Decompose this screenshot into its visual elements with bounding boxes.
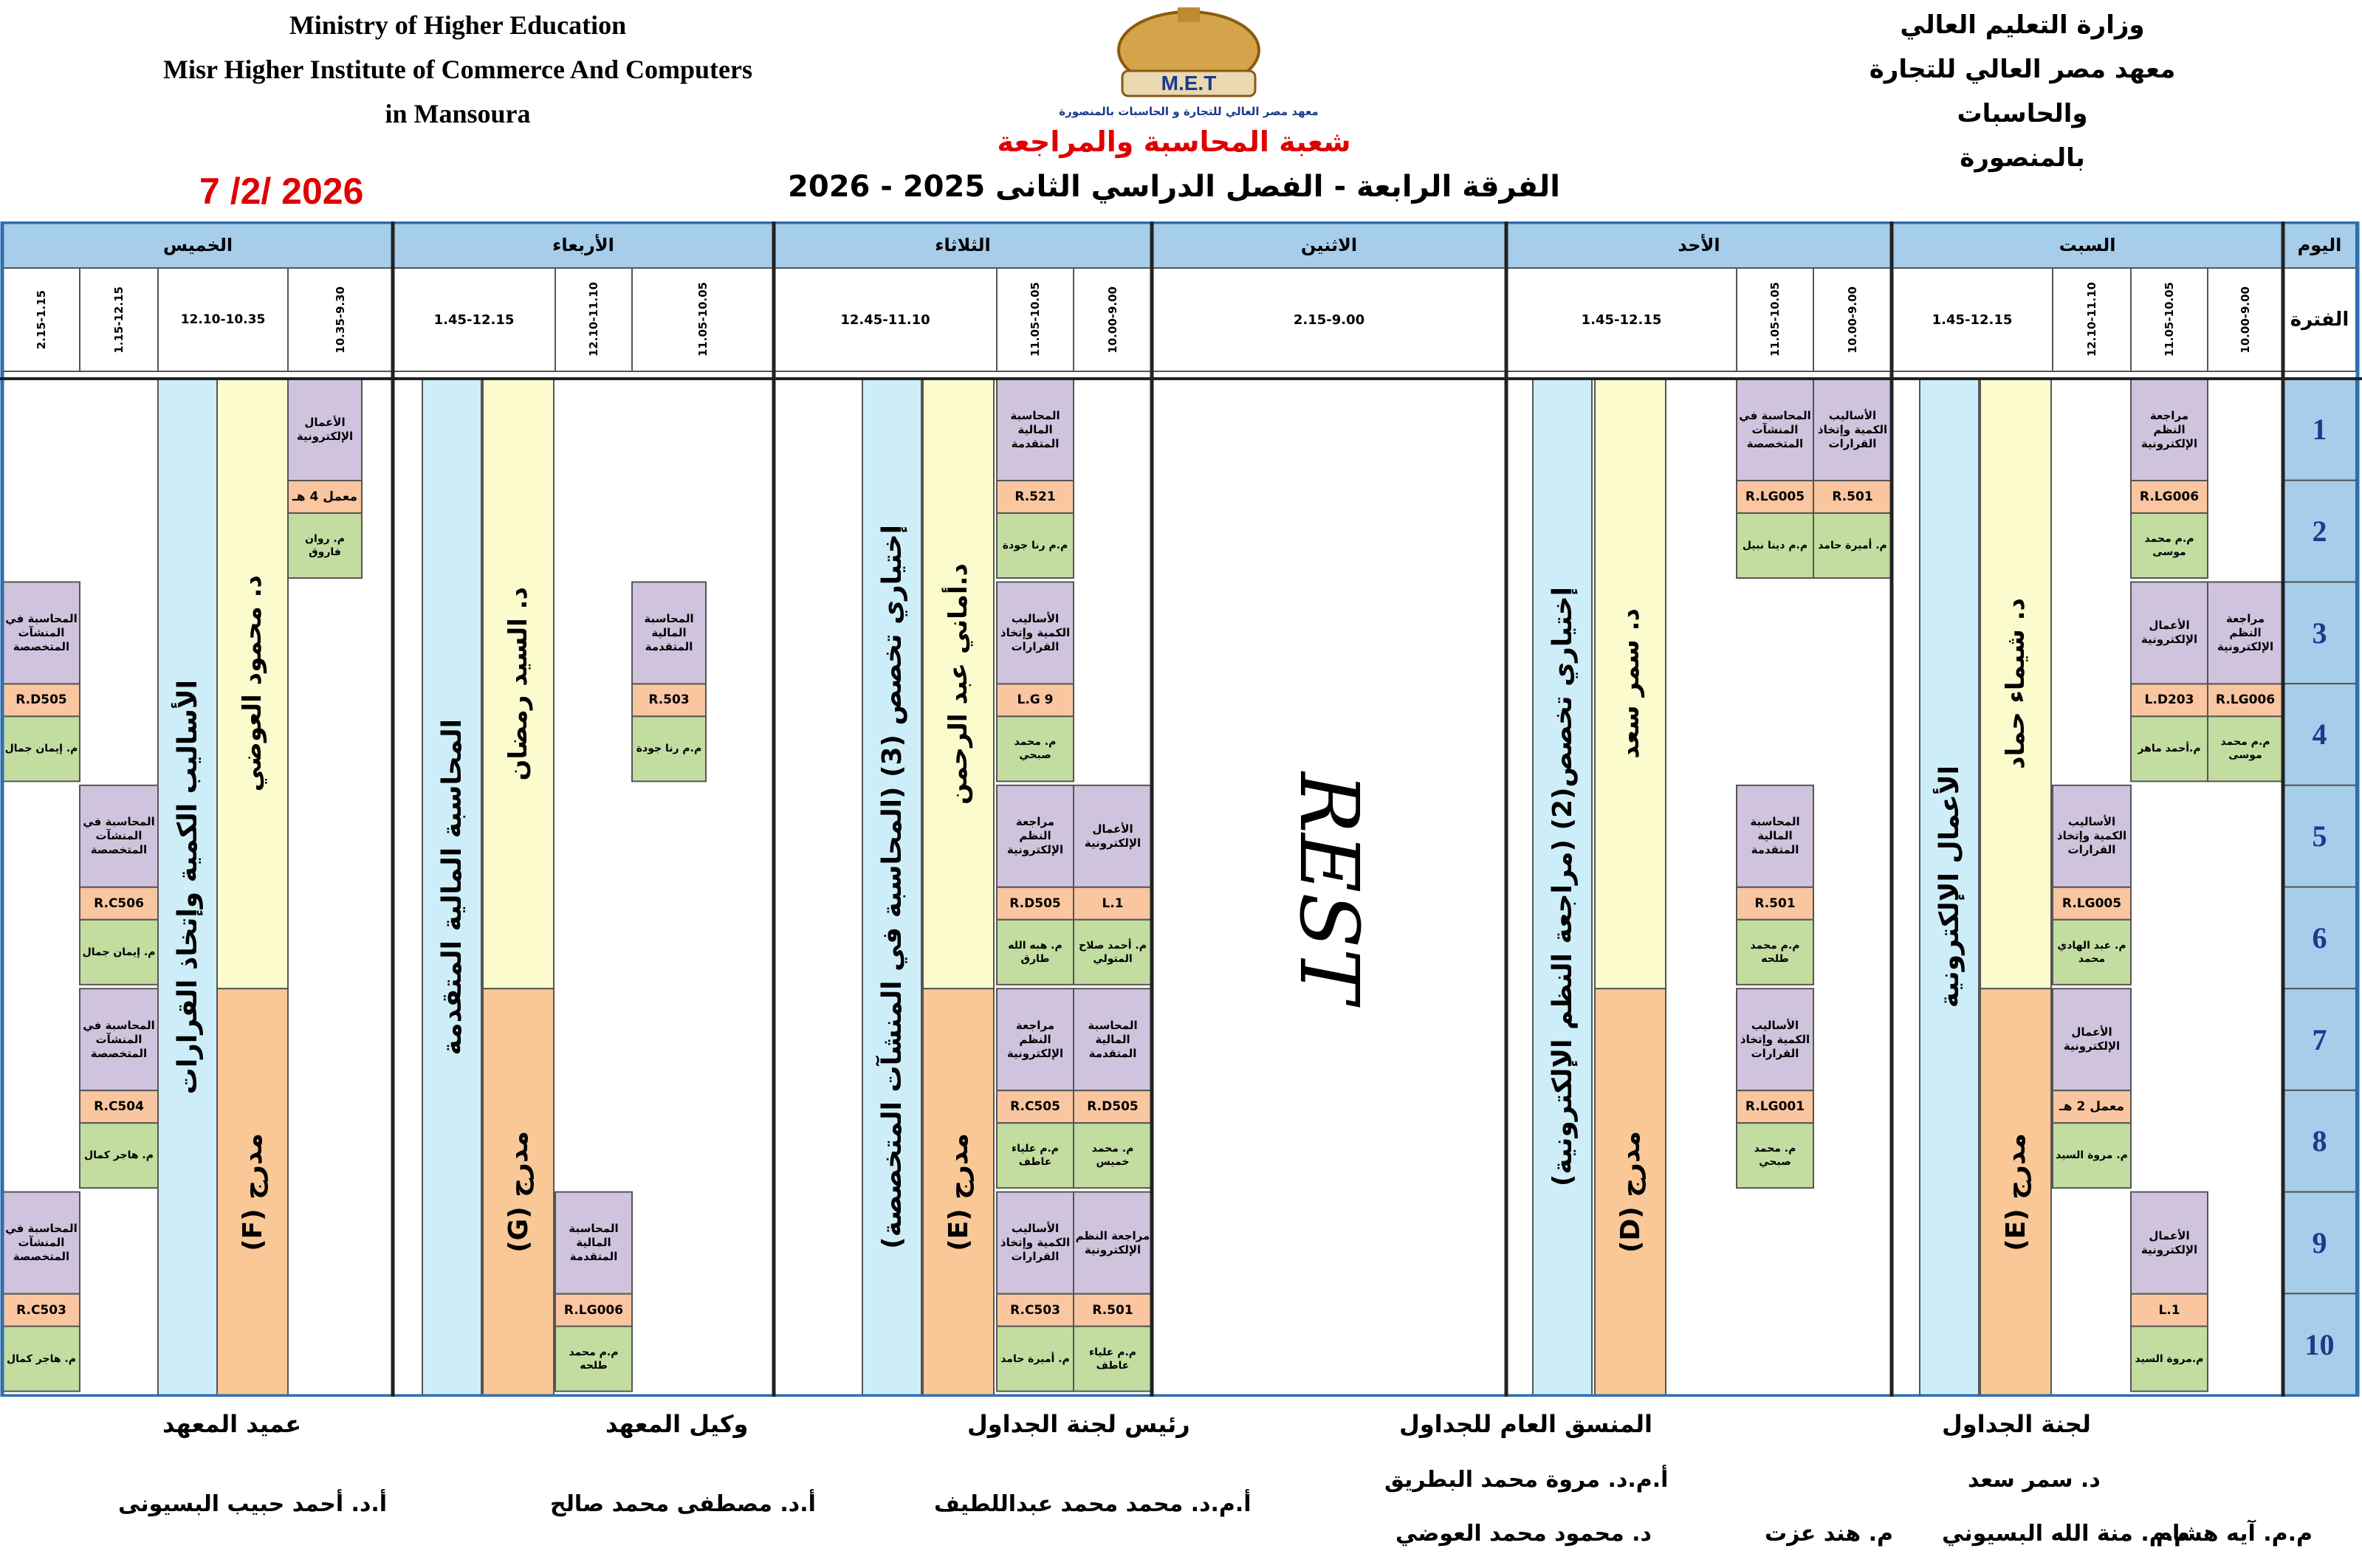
lecture-professor-box [483,379,554,988]
section-room: R.D505 [1009,895,1061,911]
section-instructor: م. روان فاروق [305,533,345,558]
section-room: R.C506 [94,895,144,911]
section-course: مراجعة النظم الإلكترونية [2217,611,2274,653]
period-number: 2 [2312,515,2327,549]
time-slot-box [2053,268,2131,371]
time-slot-box [1074,268,1152,371]
section-instructor: م. هاجر كمال [6,1352,77,1365]
ministry-ar: وزارة التعليم العالي [1900,10,2145,40]
lecture-hall-box [1980,988,2051,1395]
lecture-hall-box [217,988,288,1395]
committee-member: م.م. آيه هشام [2156,1521,2313,1547]
lecture-hall-box [923,988,994,1395]
timetable [0,221,2362,1397]
section-room: R.501 [1754,895,1796,911]
section-course: الأعمال الإلكترونية [1084,822,1141,850]
rest-label: REST [1282,771,1376,1003]
time-slot: 12.10-11.10 [587,282,600,357]
coordinator-title: المنسق العام للجداول [1399,1410,1652,1438]
day-label: اليوم [2297,234,2342,255]
ministry-en: Ministry of Higher Education [289,10,627,40]
section-instructor: م. إيمان جمال [82,946,156,958]
time-slot: 11.05-10.05 [696,282,710,357]
section-course: الأعمال الإلكترونية [2063,1025,2121,1053]
section-room: R.LG006 [563,1302,624,1318]
day-name-mon: الاثنين [1300,234,1358,255]
section-course: المحاسبة في المنشآت المتخصصة [5,1222,78,1264]
section-instructor: م. مروة السيد [2056,1149,2128,1162]
section-course: المحاسبة المالية المتقدمة [1088,1018,1138,1060]
time-slot-box [632,268,774,371]
institute-ar: معهد مصر العالي للتجارة والحاسبات [1869,55,2176,128]
lecture-professor-box [1595,379,1666,988]
section-room: R.LG001 [1745,1099,1805,1115]
period-number: 9 [2312,1225,2327,1259]
section-instructor: م. إيمان جمال [4,743,78,755]
section-instructor: م.م رنا جودة [1002,540,1068,551]
schedule-title: الفرقة الرابعة - الفصل الدراسي الثانى 2025 - 2026 [788,170,1560,204]
time-slot: 12.45-11.10 [840,312,930,328]
time-slot: 1.15-12.15 [112,286,126,354]
section-instructor: م.م محمد موسى [2144,533,2194,558]
day-name-wed: الأربعاء [552,234,614,255]
section-room: R.521 [1015,489,1056,504]
period-number: 4 [2312,718,2327,752]
section-instructor: م.مروة السيد [2135,1352,2204,1365]
day-name-tue: الثلاثاء [935,234,991,255]
time-slot: 10.35-9.30 [334,286,347,354]
time-slot-box [2208,268,2283,371]
time-slot: 12.10-11.10 [2085,282,2098,357]
logo-text: M.E.T [1161,72,1217,94]
deputy-title: وكيل المعهد [605,1410,749,1438]
section-room: R.501 [1832,489,1873,504]
lecture-course: إختياري تخصص(2) (مراجعة النظم الإلكترونية) [1547,587,1578,1187]
lecture-professor: د. محمود العوضي [238,575,267,792]
time-slot: 2.15-1.15 [35,289,48,350]
section-room: R.LG006 [2215,692,2276,708]
day-name-sun: الأحد [1678,234,1720,255]
section-course: الأعمال الإلكترونية [296,416,354,443]
time-slot: 11.05-10.05 [1029,282,1042,357]
time-slot: 12.10-10.35 [180,312,266,327]
period-label: الفترة [2290,309,2349,331]
dean-name: أ.د. أحمد حبيب البسيونى [118,1491,388,1517]
logo-caption: معهد مصر العالي للتجارة و الحاسبات بالمنصورة [1059,105,1319,118]
section-room: R.C505 [1010,1099,1060,1115]
period-number: 3 [2312,616,2327,650]
section-course: المحاسبة في المنشآت المتخصصة [1739,408,1811,450]
section-room: R.LG005 [1745,489,1805,504]
lecture-course-box [422,379,481,1395]
head-name: أ.م.د. محمد محمد عبداللطيف [934,1491,1252,1517]
section-room: معمل 2 هـ [2059,1099,2124,1115]
lecture-hall-box [1595,988,1666,1395]
lecture-hall: مدرج (F) [237,1132,268,1251]
section-instructor: م. محمد خميس [1091,1143,1134,1169]
section-room: L.1 [1102,895,1124,911]
section-course: المحاسبة المالية المتقدمة [644,611,694,653]
section-room: R.LG006 [2139,489,2200,504]
section-room: R.C503 [1010,1302,1060,1318]
time-slot-box [2131,268,2208,371]
lecture-professor-box [1980,379,2051,988]
section-course: المحاسبة المالية المتقدمة [569,1222,619,1264]
lecture-course: الأعمال الإلكترونية [1934,766,1965,1008]
time-slot: 1.45-12.15 [433,312,515,328]
coordinator-name: د. محمود محمد العوضي [1395,1521,1652,1547]
committee-title: لجنة الجداول [1942,1410,2091,1438]
section-instructor: م. أحمد صلاح المتولي [1079,939,1147,965]
lecture-course-box [158,379,217,1395]
section-instructor: م. هبه الله طارق [1008,939,1062,965]
section-room: R.C504 [94,1099,144,1115]
committee-member: م. هند عزت [1765,1521,1893,1547]
period-number: 5 [2312,819,2327,853]
schedule-date: 7 /2/ 2026 [199,171,364,212]
section-instructor: م.م علياء عاطف [1011,1143,1060,1169]
period-number: 6 [2312,921,2327,955]
lecture-hall: مدرج (G) [503,1131,534,1253]
department-title: شعبة المحاسبة والمراجعة [997,125,1351,158]
section-instructor: م. عبد الهادي محمد [2057,939,2126,965]
time-slot: 10.00-9.00 [2239,286,2252,354]
day-name-sat: السبت [2059,234,2116,255]
lecture-hall: مدرج (E) [2000,1132,2031,1251]
section-room: R.D505 [1087,1099,1139,1115]
section-course: المحاسبة المالية المتقدمة [1010,408,1060,450]
lecture-professor: د. سمر سعد [1616,608,1645,759]
lecture-course: الأساليب الكمية وإتخاذ القرارات [172,679,203,1095]
section-instructor: م. محمد صبحي [1014,736,1057,762]
time-slot: 11.05-10.05 [2163,282,2176,357]
time-slot: 10.00-9.00 [1106,286,1119,354]
institute-en: Misr Higher Institute of Commerce And Computers [163,55,752,84]
city-ar: بالمنصورة [1960,143,2085,173]
lecture-professor: د. السيد رمضان [504,586,533,781]
lecture-course-box [1533,379,1592,1395]
section-course: المحاسبة في المنشآت المتخصصة [83,1018,155,1060]
dean-title: عميد المعهد [162,1410,302,1438]
time-slot-box [1813,268,1892,371]
deputy-name: أ.د. مصطفى محمد صالح [550,1491,816,1517]
lecture-professor: د.أماني عبد الرحمن [944,563,973,805]
lecture-course: إختياري تخصص (3) (المحاسبة في المنشآت المتخصصة) [876,525,907,1249]
time-slot: 11.05-10.05 [1768,282,1782,357]
section-course: المحاسبة في المنشآت المتخصصة [83,815,155,857]
time-slot: 1.45-12.15 [1581,312,1662,328]
section-room: R.501 [1092,1302,1133,1318]
committee-member: م.م. منة الله البسيوني [1942,1521,2191,1547]
section-course: المحاسبة في المنشآت المتخصصة [5,611,78,653]
section-room: معمل 4 هـ [292,489,357,504]
section-instructor: م.م محمد طلحه [1750,939,1800,965]
lecture-course-box [862,379,921,1395]
section-room: R.503 [648,692,690,708]
header-arabic [1801,3,2244,180]
section-course: مراجعة النظم الإلكترونية [1075,1228,1150,1256]
section-instructor: م.م علياء عاطف [1088,1346,1137,1372]
section-course: الأساليب الكمية وإتخاذ القرارات [2056,815,2127,857]
period-number: 1 [2312,413,2327,447]
head-title: رئيس لجنة الجداول [967,1410,1190,1438]
time-slot-box [80,268,158,371]
time-slot-box [288,268,393,371]
lecture-course-box [1920,379,1979,1395]
section-course: مراجعة النظم الإلكترونية [1006,1018,1064,1060]
committee-member: د. سمر سعد [1968,1467,2101,1493]
institute-logo [1012,4,1366,123]
lecture-course: المحاسبة المالية المتقدمة [436,718,467,1056]
header-english [66,3,849,136]
section-instructor: م. هاجر كمال [83,1149,154,1162]
period-number: 10 [2304,1327,2335,1361]
section-course: مراجعة النظم الإلكترونية [1006,815,1064,857]
time-slot-box [1737,268,1813,371]
section-course: الأساليب الكمية وإتخاذ القرارات [1000,1222,1071,1264]
section-room: L.D203 [2144,692,2194,708]
section-course: الأساليب الكمية وإتخاذ القرارات [1740,1018,1810,1060]
lecture-hall: مدرج (E) [943,1132,974,1251]
lecture-professor-box [217,379,288,988]
time-slot: 2.15-9.00 [1293,312,1365,328]
section-room: R.D505 [16,692,67,708]
time-slot: 1.45-12.15 [1932,312,2013,328]
section-room: R.LG005 [2061,895,2122,911]
day-name-thu: الخميس [162,234,233,255]
coordinator-name: أ.م.د. مروة محمد البطريق [1384,1467,1669,1493]
lecture-hall-box [483,988,554,1395]
section-course: الأعمال الإلكترونية [2140,619,2198,647]
section-room: L.1 [2158,1302,2180,1318]
section-course: الأساليب الكمية وإتخاذ القرارات [1817,408,1888,450]
section-course: الأعمال الإلكترونية [2140,1228,2198,1256]
period-number: 7 [2312,1022,2327,1056]
time-slot-box [555,268,632,371]
section-instructor: م. أميرة حامد [1818,540,1887,551]
section-course: مراجعة النظم الإلكترونية [2140,408,2198,450]
section-room: R.C503 [16,1302,66,1318]
section-instructor: م.م رنا جودة [636,743,702,755]
section-instructor: م. أميرة حامد [1000,1352,1070,1365]
section-instructor: م.م محمد موسى [2220,736,2270,762]
section-course: المحاسبة المالية المتقدمة [1750,815,1800,857]
section-instructor: م. محمد صبحي [1754,1143,1796,1169]
section-instructor: م.م دينا نبيل [1742,540,1808,551]
section-instructor: م.م محمد طلحه [569,1346,619,1372]
lecture-hall: مدرج (D) [1615,1131,1646,1254]
time-slot-box [997,268,1074,371]
section-course: الأساليب الكمية وإتخاذ القرارات [1000,611,1071,653]
time-slot: 10.00-9.00 [1846,286,1859,354]
time-slot-box [3,268,80,371]
lecture-professor-box [923,379,994,988]
section-room: L.G 9 [1017,692,1054,708]
period-number: 8 [2312,1124,2327,1158]
city-en: in Mansoura [385,99,531,128]
section-instructor: م.أحمد ماهر [2138,743,2201,755]
lecture-professor: د. شيماء حماد [2001,598,2030,769]
